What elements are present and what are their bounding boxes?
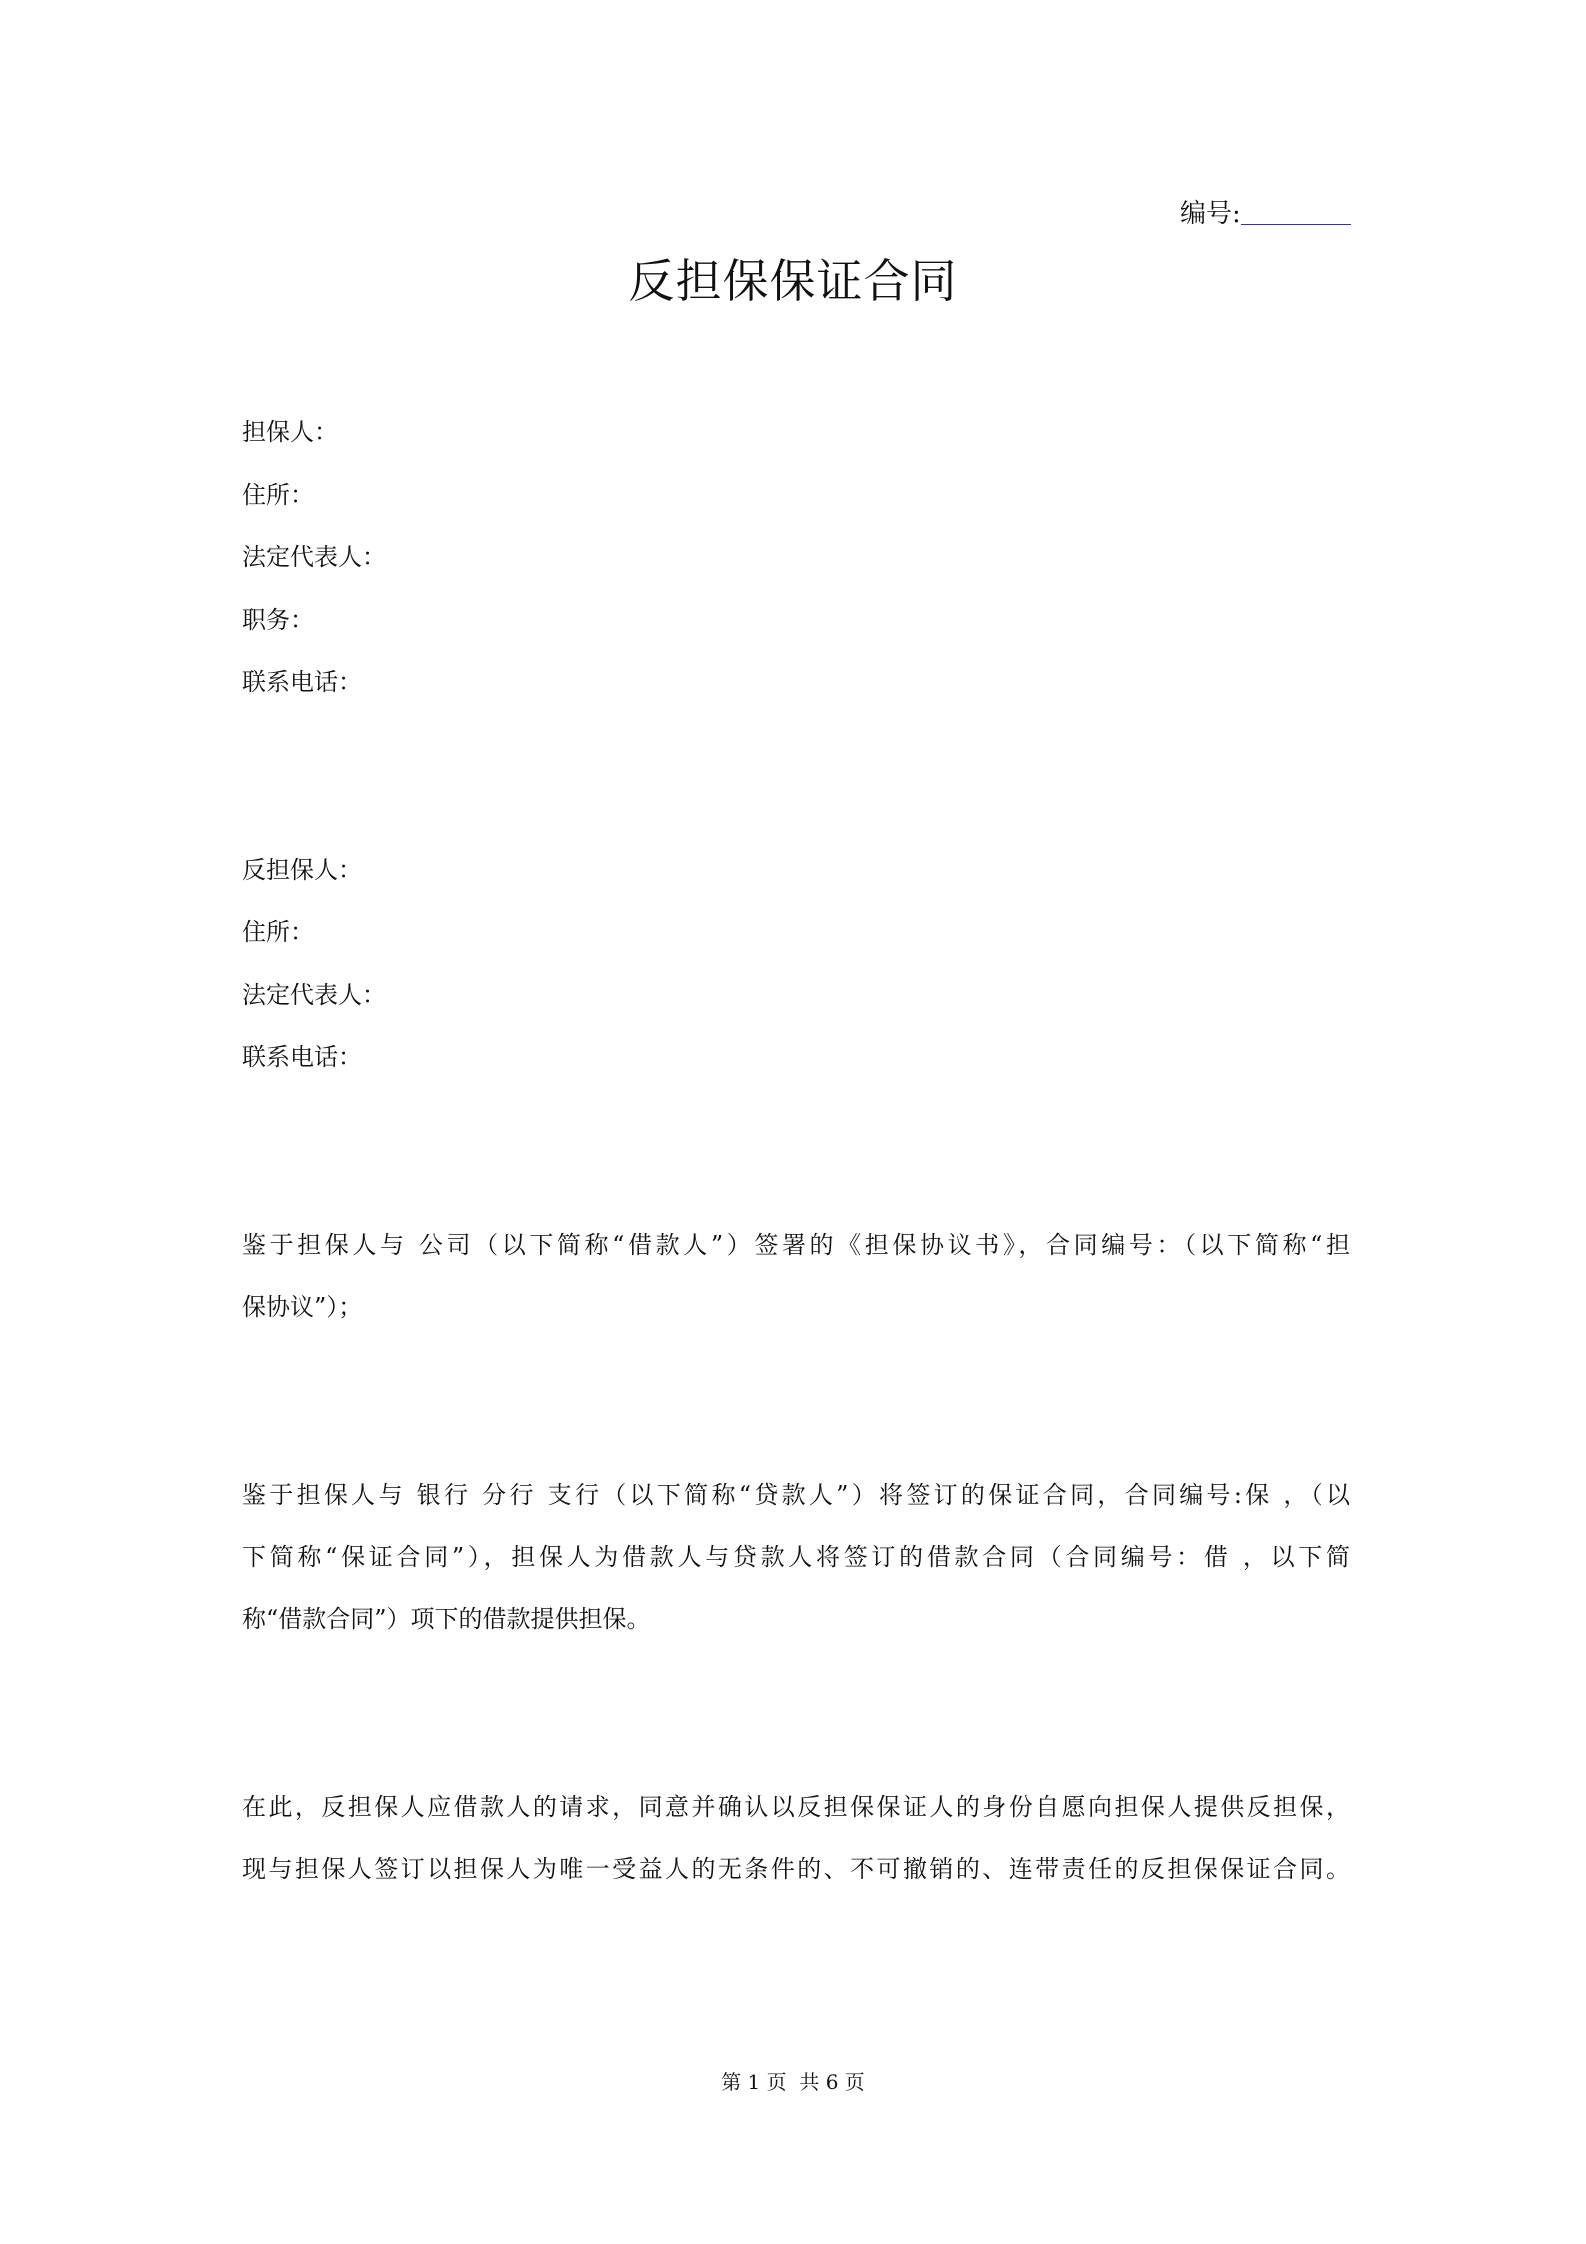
- paragraph-line: 鉴于担保人与 公司（以下简称“借款人”）签署的《担保协议书》，合同编号：（以下简称“担: [242, 1231, 1350, 1259]
- page-title: 反担保保证合同: [628, 254, 958, 308]
- contract-number-blank: [1241, 196, 1351, 225]
- counter-guarantor-phone-label: 联系电话：: [242, 1043, 362, 1071]
- guarantor-name-label: 担保人：: [242, 418, 338, 446]
- guarantor-phone-label: 联系电话：: [242, 668, 362, 696]
- guarantor-address-label: 住所：: [242, 481, 314, 509]
- guarantor-position-label: 职务：: [242, 606, 314, 634]
- recital-paragraph-2: [242, 1464, 1350, 1650]
- paragraph-line: 现与担保人签订以担保人为唯一受益人的无条件的、不可撤销的、连带责任的反担保保证合同。: [242, 1855, 1350, 1883]
- counter-guarantor-legal-rep-label: 法定代表人：: [242, 981, 386, 1009]
- paragraph-line: 称“借款合同”）项下的借款提供担保。: [242, 1605, 651, 1633]
- counter-guarantor-address-label: 住所：: [242, 918, 314, 946]
- paragraph-line: 鉴于担保人与 银行 分行 支行（以下简称“贷款人”）将签订的保证合同，合同编号:保 ，（以: [242, 1481, 1350, 1509]
- page-footer: 第 1 页 共 6 页: [721, 2070, 865, 2094]
- contract-number-label: 编号:: [1180, 199, 1241, 229]
- contract-number: [1180, 196, 1351, 232]
- agreement-paragraph: [242, 1776, 1350, 1900]
- counter-guarantor-name-label: 反担保人：: [242, 856, 362, 884]
- paragraph-line: 下简称“保证合同”），担保人为借款人与贷款人将签订的借款合同（合同编号：借 ，以下简: [242, 1543, 1350, 1571]
- guarantor-legal-rep-label: 法定代表人：: [242, 543, 386, 571]
- paragraph-line: 在此，反担保人应借款人的请求，同意并确认以反担保保证人的身份自愿向担保人提供反担保，: [242, 1793, 1350, 1821]
- recital-paragraph-1: [242, 1214, 1350, 1338]
- paragraph-line: 保协议”）；: [242, 1293, 363, 1321]
